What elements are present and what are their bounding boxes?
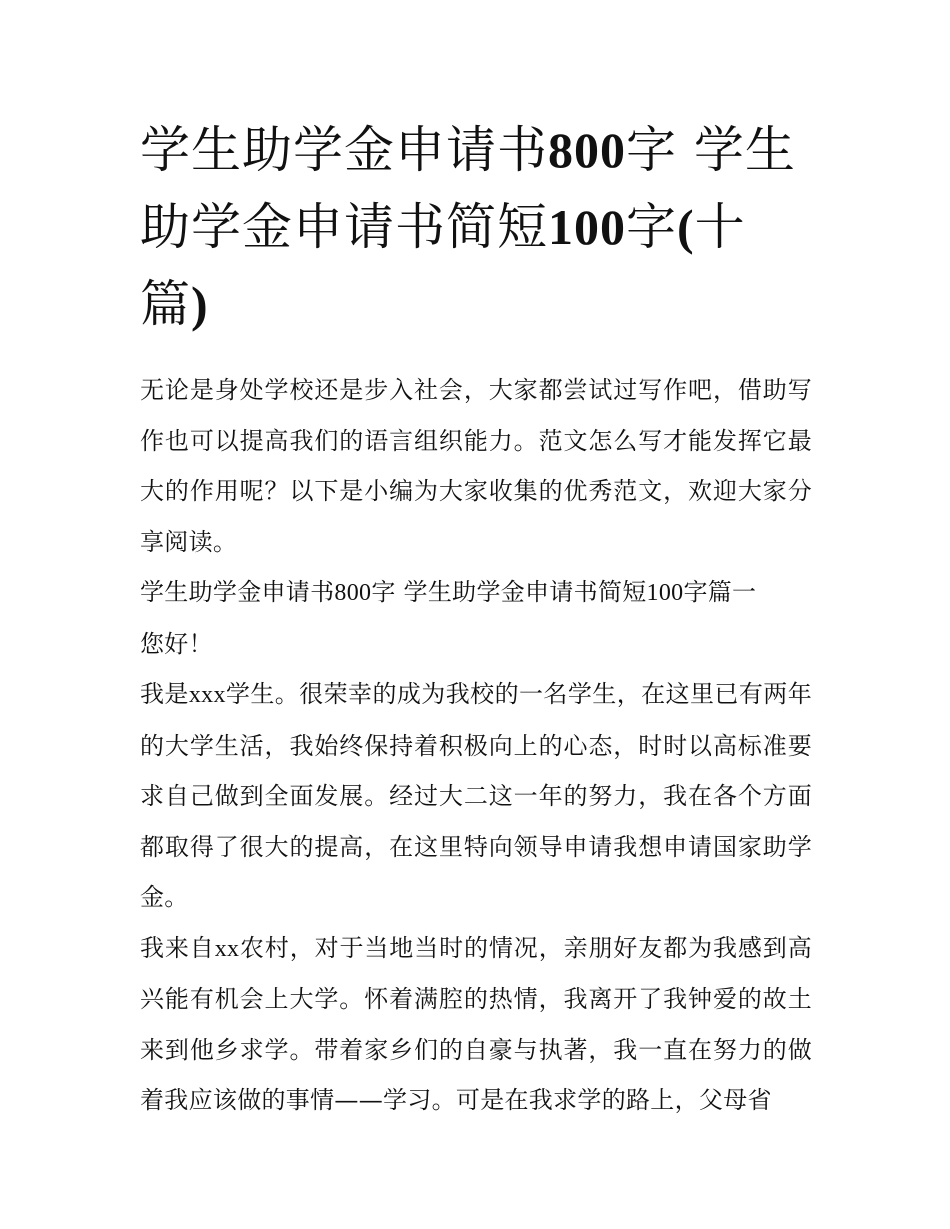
body-paragraph: 我来自xx农村，对于当地当时的情况，亲朋好友都为我感到高兴能有机会上大学。怀着满腔的热情，我离开了我钟爱的故土来到他乡求学。带着家乡们的自豪与执著，我一直在努力的做着我应该做的事情——学习。可是在我求学的路上，父母省 — [140, 933, 812, 1114]
body-paragraph: 我是xxx学生。很荣幸的成为我校的一名学生，在这里已有两年的大学生活，我始终保持着积极向上的心态，时时以高标准要求自己做到全面发展。经过大二这一年的努力，我在各个方面都取得了很大的提高，在这里特向领导申请我想申请国家助学金。 — [140, 680, 812, 911]
document-page — [140, 112, 812, 1126]
document-title: 学生助学金申请书800字 学生助学金申请书简短100字(十篇) — [140, 121, 796, 333]
salutation: 您好！ — [140, 629, 213, 658]
document-body — [140, 365, 812, 1126]
intro-paragraph: 无论是身处学校还是步入社会，大家都尝试过写作吧，借助写作也可以提高我们的语言组织能力。范文怎么写才能发挥它最大的作用呢？以下是小编为大家收集的优秀范文，欢迎大家分享阅读。 — [140, 376, 812, 556]
section-heading: 学生助学金申请书800字 学生助学金申请书简短100字篇一 — [140, 578, 757, 606]
